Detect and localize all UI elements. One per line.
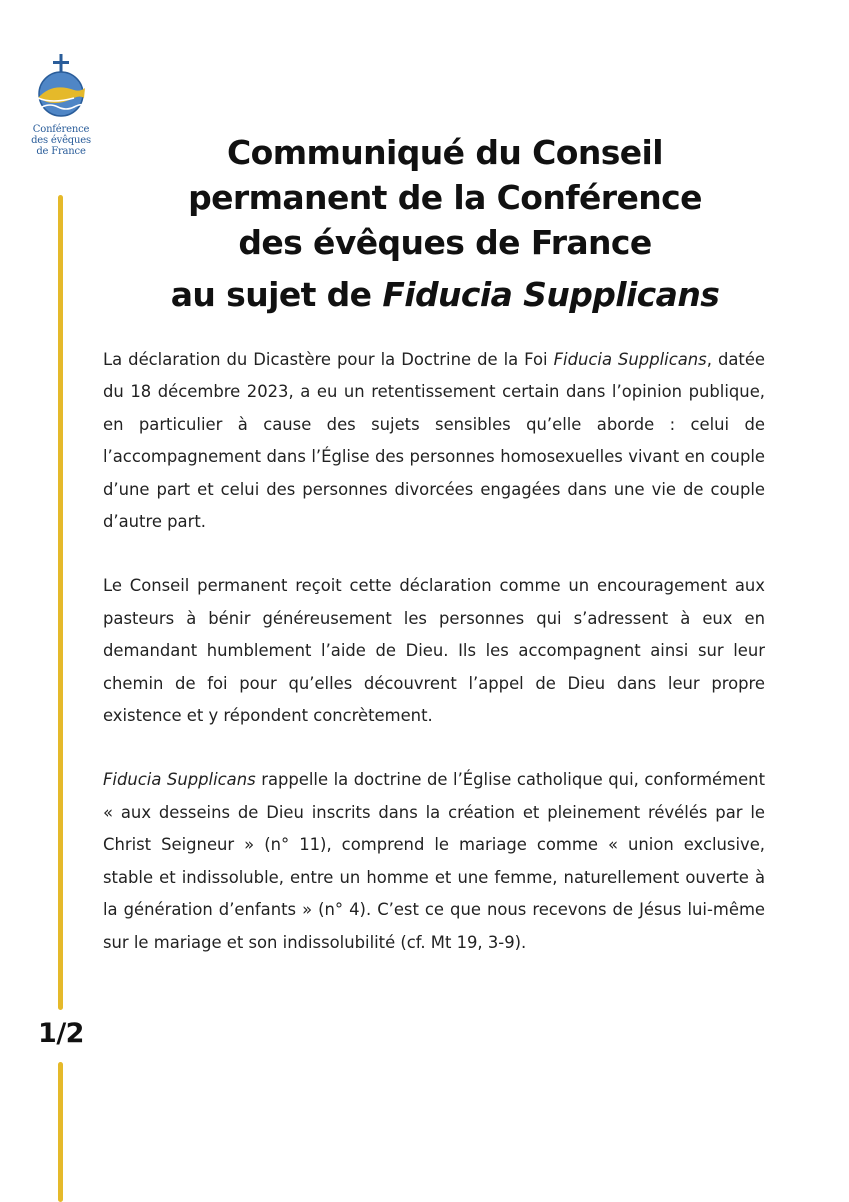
paragraph-1-italic: Fiducia Supplicans	[553, 350, 707, 369]
side-accent-bar-bottom	[58, 1062, 63, 1202]
cross-fish-logo-icon	[30, 52, 92, 122]
paragraph-1	[103, 344, 765, 538]
title-line-1: Communiqué du Conseil	[227, 133, 663, 172]
paragraph-3	[103, 764, 765, 958]
title-line-4	[120, 272, 770, 317]
title-line-2: permanent de la Conférence	[188, 178, 702, 217]
logo-text	[26, 124, 96, 157]
title-line-4-prefix: au sujet de	[170, 275, 383, 314]
document-body	[103, 344, 765, 991]
logo-text-line1: Conférence	[32, 124, 90, 135]
logo-text-line3: de France	[36, 146, 86, 157]
title-line-3: des évêques de France	[238, 223, 652, 262]
paragraph-3-text: rappelle la doctrine de l’Église catholique qui, conformément « aux desseins de Dieu inscrits dans la création et pleinement révélés par le Christ Seigneur » (n° 11), comprend le mariage comme « union exclusive, stable et indissoluble, entre un homme et une femme, naturellement ouverte à la génération d’enfants » (n° 4). C’est ce que nous recevons de Jésus lui-même sur le mariage et son indissolubilité (cf. Mt 19, 3-9).	[103, 770, 765, 952]
paragraph-1-text-b: , datée du 18 décembre 2023, a eu un retentissement certain dans l’opinion publique, en particulier à cause des sujets sensibles qu’elle aborde : celui de l’accompagnement dans l’Église des personnes homosexuelles vivant en couple d’une part et celui des personnes divorcées engagées dans une vie de couple d’autre part.	[103, 350, 765, 532]
title-line-4-italic: Fiducia Supplicans	[382, 275, 720, 314]
page-number: 1/2	[38, 1018, 84, 1049]
paragraph-3-italic: Fiducia Supplicans	[103, 770, 256, 790]
side-accent-bar-top	[58, 195, 63, 1010]
paragraph-2: Le Conseil permanent reçoit cette déclaration comme un encouragement aux pasteurs à bénir généreusement les personnes qui s’adressent à eux en demandant humblement l’aide de Dieu. Ils les accompagnent ainsi sur leur chemin de foi pour qu’elles découvrent l’appel de Dieu dans leur propre existence et y répondent concrètement.	[103, 576, 765, 726]
document-title	[120, 130, 770, 317]
cef-logo	[26, 52, 96, 157]
paragraph-1-text-a: La déclaration du Dicastère pour la Doctrine de la Foi	[103, 350, 554, 369]
logo-text-line2: des évêques	[31, 135, 91, 146]
